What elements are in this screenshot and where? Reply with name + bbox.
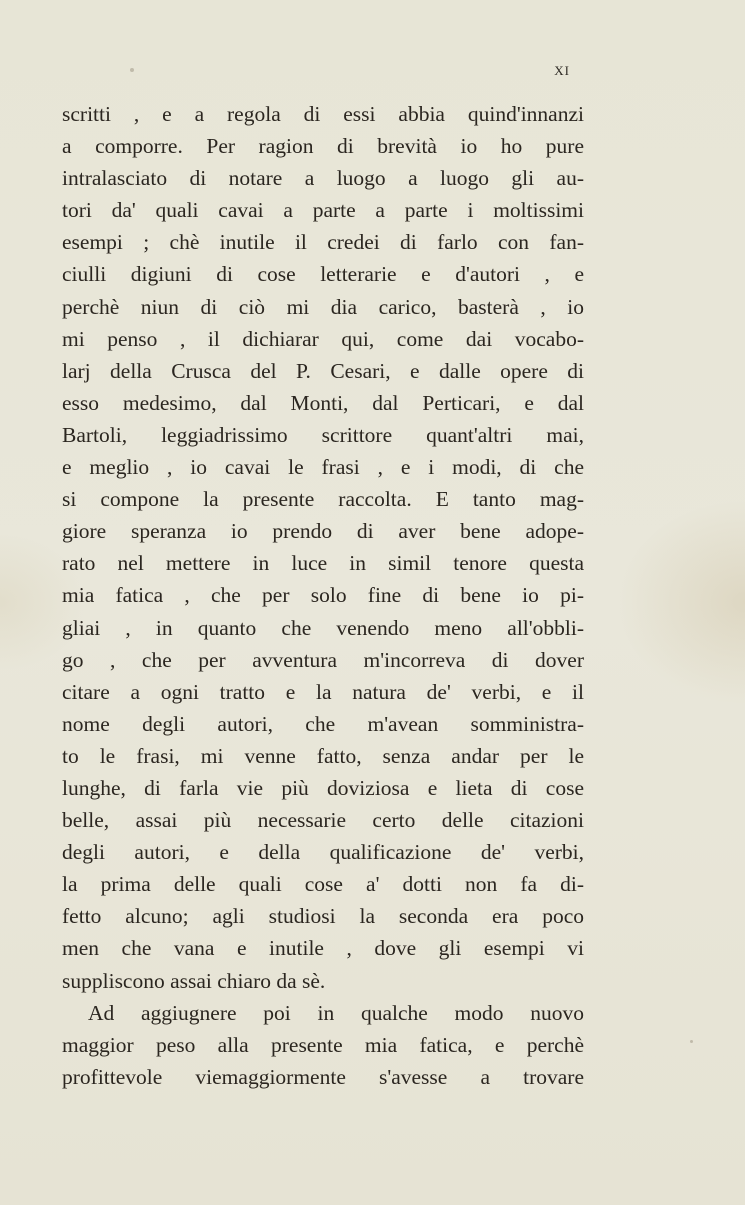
text-line: la prima delle quali cose a' dotti non fa di-: [62, 872, 584, 897]
text-line: maggior peso alla presente mia fatica, e perchè: [62, 1032, 584, 1057]
text-line: rato nel mettere in luce in simil tenore questa: [62, 551, 584, 576]
text-line: fetto alcuno; agli studiosi la seconda era poco: [62, 904, 584, 929]
text-line: e meglio , io cavai le frasi , e i modi, di che: [62, 455, 584, 480]
paragraph-1: [62, 98, 584, 997]
paragraph-2: [62, 997, 584, 1093]
text-line: gliai , in quanto che venendo meno all'obbli-: [62, 615, 584, 640]
text-line: giore speranza io prendo di aver bene adope-: [62, 519, 584, 544]
text-line: mia fatica , che per solo fine di bene io pi-: [62, 583, 584, 608]
text-line: esempi ; chè inutile il credei di farlo con fan-: [62, 230, 584, 255]
text-line: mi penso , il dichiarar qui, come dai vocabo-: [62, 326, 584, 351]
body-text: [62, 98, 584, 1093]
text-line: Bartoli, leggiadrissimo scrittore quant'altri mai,: [62, 422, 584, 447]
text-line: profittevole viemaggiormente s'avesse a trovare: [62, 1064, 584, 1089]
text-line: degli autori, e della qualificazione de' verbi,: [62, 840, 584, 865]
text-line: men che vana e inutile , dove gli esempi vi: [62, 936, 584, 961]
text-line: lunghe, di farla vie più doviziosa e lieta di cose: [62, 775, 584, 800]
text-line: larj della Crusca del P. Cesari, e dalle opere di: [62, 358, 584, 383]
text-line: to le frasi, mi venne fatto, senza andar per le: [62, 743, 584, 768]
paper-speck: [130, 68, 134, 72]
text-line: tori da' quali cavai a parte a parte i moltissimi: [62, 198, 584, 223]
text-line: si compone la presente raccolta. E tanto mag-: [62, 487, 584, 512]
paper-speck: [690, 1040, 693, 1043]
text-line: ciulli digiuni di cose letterarie e d'autori , e: [62, 262, 584, 287]
text-line: Ad aggiugnere poi in qualche modo nuovo: [88, 1000, 584, 1025]
text-line: intralasciato di notare a luogo a luogo gli au-: [62, 166, 584, 191]
text-line: suppliscono assai chiaro da sè.: [62, 968, 326, 993]
text-line: belle, assai più necessarie certo delle citazioni: [62, 808, 584, 833]
text-line: a comporre. Per ragion di brevità io ho pure: [62, 134, 584, 159]
text-line: go , che per avventura m'incorreva di dover: [62, 647, 584, 672]
text-line: scritti , e a regola di essi abbia quind'innanzi: [62, 102, 584, 126]
text-line: perchè niun di ciò mi dia carico, basterà , io: [62, 294, 584, 319]
text-line: nome degli autori, che m'avean somministra-: [62, 711, 584, 736]
page-number: XI: [554, 63, 570, 78]
text-line: esso medesimo, dal Monti, dal Perticari, e dal: [62, 390, 584, 415]
text-line: citare a ogni tratto e la natura de' verbi, e il: [62, 679, 584, 704]
